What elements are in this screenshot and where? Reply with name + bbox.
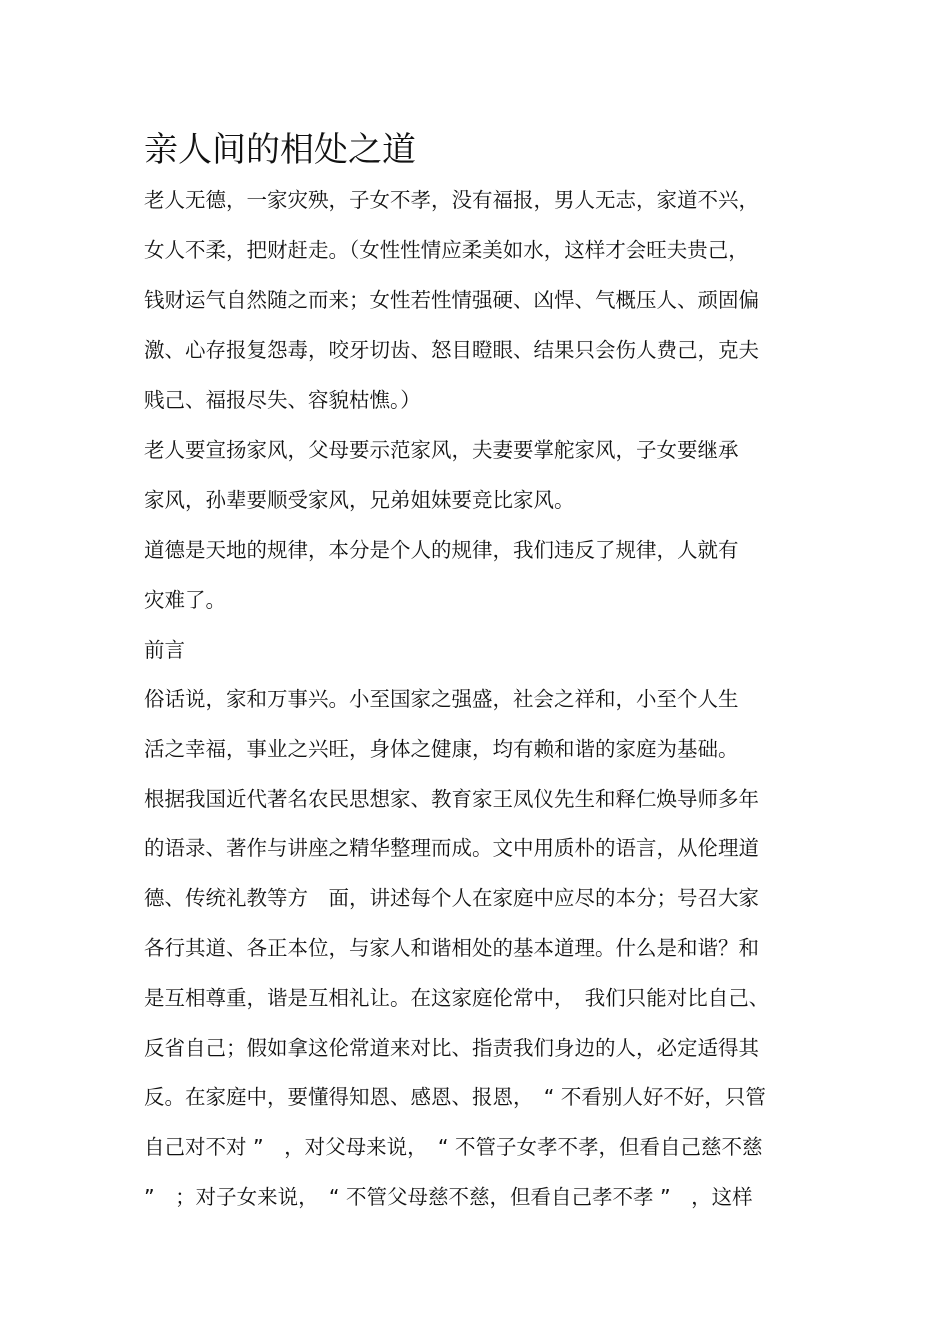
text-line: 俗话说，家和万事兴。小至国家之强盛，社会之祥和，小至个人生 (144, 687, 739, 711)
text-line: 钱财运气自然随之而来；女性若性情强硬、凶悍、气概压人、顽固偏 (144, 288, 759, 312)
text-line: 灾难了。 (144, 588, 226, 612)
text-line: 家风，孙辈要顺受家风，兄弟姐妹要竞比家风。 (144, 488, 575, 512)
text-line: 根据我国近代著名农民思想家、教育家王凤仪先生和释仁焕导师多年 (144, 787, 759, 811)
text-line: 反省自己；假如拿这伦常道来对比、指责我们身边的人，必定适得其 (144, 1036, 759, 1060)
text-line: 激、心存报复怨毒，咬牙切齿、怒目瞪眼、结果只会伤人费己，克夫 (144, 338, 759, 362)
text-line: 女人不柔，把财赶走。（女性性情应柔美如水，这样才会旺夫贵己， (144, 238, 749, 262)
text-line: 各行其道、各正本位，与家人和谐相处的基本道理。什么是和谐？和 (144, 936, 759, 960)
document-title: 亲人间的相处之道 (144, 130, 416, 170)
text-line: 德、传统礼教等方 面，讲述每个人在家庭中应尽的本分；号召大家 (144, 886, 759, 910)
text-line: 贱己、福报尽失、容貌枯憔。） (144, 388, 421, 412)
text-line: ” ；对子女来说， “ 不管父母慈不慈，但看自己孝不孝 ” ，这样 (144, 1185, 753, 1209)
text-line: 老人无德，一家灾殃，子女不孝，没有福报，男人无志，家道不兴， (144, 188, 759, 212)
text-line: 的语录、著作与讲座之精华整理而成。文中用质朴的语言，从伦理道 (144, 836, 759, 860)
text-line: 是互相尊重，谐是互相礼让。在这家庭伦常中， 我们只能对比自己、 (144, 986, 770, 1010)
text-line: 反。在家庭中，要懂得知恩、感恩、报恩， “ 不看别人好不好，只管 (144, 1085, 766, 1109)
text-line: 活之幸福，事业之兴旺，身体之健康，均有赖和谐的家庭为基础。 (144, 737, 739, 761)
section-heading: 前言 (144, 638, 185, 662)
text-line: 自己对不对 ” ，对父母来说， “ 不管子女孝不孝，但看自己慈不慈 (144, 1135, 763, 1159)
text-line: 道德是天地的规律，本分是个人的规律，我们违反了规律，人就有 (144, 538, 739, 562)
text-line: 老人要宣扬家风，父母要示范家风，夫妻要掌舵家风，子女要继承 (144, 438, 739, 462)
